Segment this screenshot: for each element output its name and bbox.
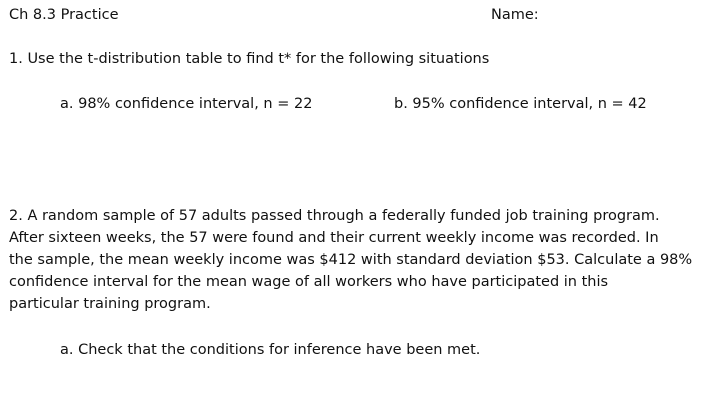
question-2-part-a: a. Check that the conditions for inference have been met. xyxy=(60,342,481,358)
question-2-line: After sixteen weeks, the 57 were found and their current weekly income was recorded. In xyxy=(9,230,659,246)
question-1-prompt: 1. Use the t-distribution table to find t* for the following situations xyxy=(9,51,490,67)
question-2-line: confidence interval for the mean wage of all workers who have participated in this xyxy=(9,274,609,290)
worksheet-title: Ch 8.3 Practice xyxy=(9,7,119,23)
name-label: Name: xyxy=(491,7,539,23)
question-2-line: 2. A random sample of 57 adults passed through a federally funded job training program. xyxy=(9,208,660,224)
question-1-part-a: a. 98% confidence interval, n = 22 xyxy=(60,96,313,112)
question-2-paragraph xyxy=(9,205,701,315)
question-2-line: particular training program. xyxy=(9,296,211,312)
question-2-line: the sample, the mean weekly income was $412 with standard deviation $53. Calculate a 98% xyxy=(9,252,693,268)
question-1-part-b: b. 95% confidence interval, n = 42 xyxy=(394,96,647,112)
